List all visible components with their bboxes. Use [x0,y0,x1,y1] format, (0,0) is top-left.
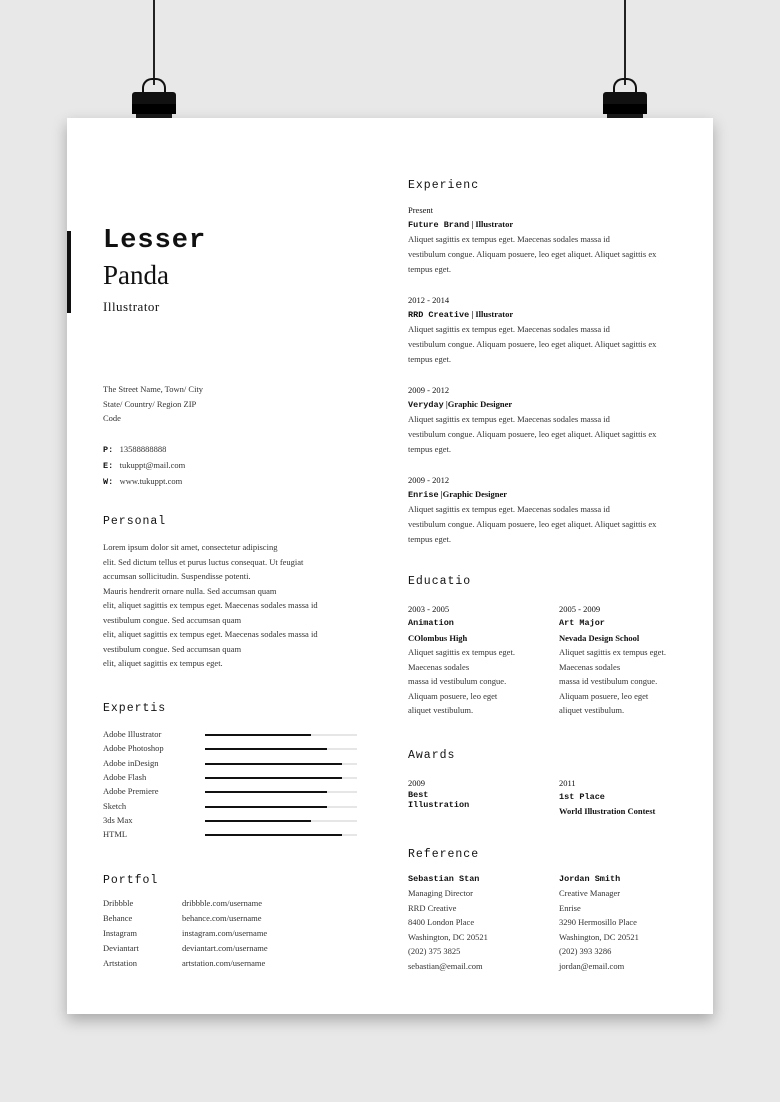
address-line: The Street Name, Town/ City [103,384,204,394]
hanging-wire-left [153,0,155,85]
contact-website: W: www.tukuppt.com [103,476,183,487]
experience-item: Present Future Brand | Illustrator Aliquet sagittis ex tempus eget. Maecenas sodales massa id vestibulum congue. Aliquam posuere, leo eget aliquet. Aliquet sagittis ex tempus eget. [408,205,657,274]
skill-row [103,799,359,813]
skill-row [103,784,359,798]
skill-row [103,727,359,741]
hanging-wire-right [624,0,626,85]
personal-text: Lorem ipsum dolor sit amet, consectetur adipiscing elit. Sed dictum tellus et purus luctus consequat. Ut feugiat accumsan sollicitudin. Suspendisse potenti. Mauris hendrerit ornare nulla. Sed accumsan quam elit, aliquet sagittis ex tempus eget. Maecenas sodales massa id vestibulum congue. Sed accumsan quam elit, aliquet sagittis ex tempus eget. Maecenas sodales massa id vestibulum congue. Sed accumsan quam elit, aliquet sagittis ex tempus eget. [103,542,318,668]
portfolio-row: Instagram instagram.com/username [103,928,268,938]
job-role: Illustrator [103,299,160,314]
portfolio-link[interactable]: instagram.com/username [182,928,268,938]
education-heading: Educatio [408,575,472,588]
personal-heading: Personal [103,515,167,528]
contact-block [103,442,303,490]
portfolio-row: Dribbble dribbble.com/username [103,898,263,908]
portfolio-link[interactable]: artstation.com/username [182,958,266,968]
skill-row [103,756,359,770]
reference-email[interactable]: jordan@email.com [559,960,625,971]
reference-item: Sebastian Stan Managing Director RRD Creative 8400 London Place Washington, DC 20521 (202) 375 3825 sebastian@email.com [408,872,553,973]
skill-bar-track [205,834,357,836]
skill-bar-fill [205,763,342,765]
skill-bar-fill [205,820,311,822]
skill-bar-track [205,791,357,793]
skill-bar-fill [205,734,311,736]
skill-bar-fill [205,791,327,793]
skill-bar-fill [205,748,327,750]
portfolio-row: Deviantart deviantart.com/username [103,943,268,953]
skill-row [103,770,359,784]
portfolio-row: Artstation artstation.com/username [103,958,266,968]
award-item: 2009 Best Illustration [408,778,470,810]
skill-name: Adobe Photoshop [103,743,164,754]
skill-row [103,813,359,827]
skill-name: Adobe Flash [103,771,147,782]
reference-item: Jordan Smith Creative Manager Enrise 3290 Hermosillo Place Washington, DC 20521 (202) 393 3286 jordan@email.com [559,872,704,973]
reference-heading: Reference [408,848,480,861]
skill-bar-fill [205,777,342,779]
experience-item: 2009 - 2012 Veryday |Graphic Designer Aliquet sagittis ex tempus eget. Maecenas sodales massa id vestibulum congue. Aliquam posuere, leo eget aliquet. Aliquet sagittis ex tempus eget. [408,385,657,454]
resume-page [67,118,713,1014]
skill-name: Sketch [103,800,127,811]
skill-bar-track [205,820,357,822]
skill-bar-track [205,777,357,779]
skill-row [103,741,359,755]
address-line: Code [103,413,121,423]
portfolio-link[interactable]: deviantart.com/username [182,943,268,953]
skill-name: HTML [103,829,128,840]
contact-phone: P: 13588888888 [103,444,167,455]
skill-name: 3ds Max [103,814,133,825]
contact-email: E: tukuppt@mail.com [103,460,186,471]
address-line: State/ Country/ Region ZIP [103,398,197,409]
skill-name: Adobe Illustrator [103,729,162,739]
skill-row [103,827,359,841]
skill-bar-track [205,748,357,750]
address-block [103,382,283,426]
awards-heading: Awards [408,749,456,762]
skill-name: Adobe Premiere [103,786,159,797]
skill-bar-track [205,763,357,765]
education-item: 2005 - 2009 Art Major Nevada Design School Aliquet sagittis ex tempus eget. Maecenas sodales massa id vestibulum congue. Aliquam posuere, leo eget aliquet vestibulum. [559,604,666,715]
name-accent-bar [67,231,71,313]
award-item: 2011 1st Place World Illustration Contest [559,778,656,816]
skill-bar-fill [205,806,327,808]
first-name: Lesser [103,226,207,256]
skill-bar-fill [205,834,342,836]
portfolio-row: Behance behance.com/username [103,913,262,923]
skill-bar-track [205,806,357,808]
experience-heading: Experienc [408,179,480,192]
portfolio-link[interactable]: dribbble.com/username [182,898,263,908]
expertise-heading: Expertis [103,702,167,715]
education-item: 2003 - 2005 Animation COlombus High Aliquet sagittis ex tempus eget. Maecenas sodales massa id vestibulum congue. Aliquam posuere, leo eget aliquet vestibulum. [408,604,515,715]
last-name: Panda [103,260,169,290]
reference-email[interactable]: sebastian@email.com [408,960,483,971]
experience-item: 2012 - 2014 RRD Creative | Illustrator Aliquet sagittis ex tempus eget. Maecenas sodales massa id vestibulum congue. Aliquam posuere, leo eget aliquet. Aliquet sagittis ex tempus eget. [408,295,657,364]
experience-item: 2009 - 2012 Enrise |Graphic Designer Aliquet sagittis ex tempus eget. Maecenas sodales massa id vestibulum congue. Aliquam posuere, leo eget aliquet. Aliquet sagittis ex tempus eget. [408,475,657,544]
portfolio-link[interactable]: behance.com/username [182,913,262,923]
skill-bar-track [205,734,357,736]
skill-name: Adobe inDesign [103,757,159,768]
portfolio-heading: Portfol [103,874,159,887]
